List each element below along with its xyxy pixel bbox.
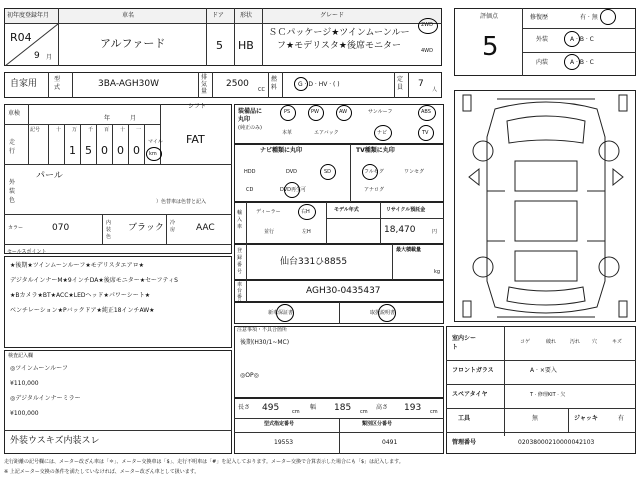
reg-date-label: 初年度登録年月 bbox=[7, 12, 50, 19]
displacement-unit: CC bbox=[258, 87, 265, 93]
color-code-label: カラー bbox=[8, 225, 24, 231]
tools-value: 無 bbox=[532, 415, 539, 422]
sales-line: デジタルインナーM★9インチDA★後席モニター★セーフティS bbox=[10, 277, 178, 284]
ext-label: 外装 bbox=[536, 36, 549, 43]
sales-label: セールスポイント bbox=[7, 249, 47, 255]
repair-label: 修復歴 bbox=[530, 14, 549, 21]
mileage-unit: 百 bbox=[104, 127, 110, 133]
footer-line: 走行距離の記号欄には、メーター改ざん車は「＊」、メーター交換車は「$」、走行不明車は「#」を記入しております。メーター交換で合算表示した場合にも「$」は記入します。 bbox=[4, 459, 404, 465]
import-steer-left: 左H bbox=[302, 229, 311, 235]
door-count: 5 bbox=[216, 39, 223, 52]
reg-month-unit: 月 bbox=[46, 54, 53, 61]
navi-dvd: DVD bbox=[286, 169, 298, 175]
manual: 取扱説明書 bbox=[370, 310, 396, 316]
fuel-label: 燃料 bbox=[271, 76, 278, 91]
navi-dvd-play: DVD再生可 bbox=[280, 187, 307, 193]
sales-line: ★Bカメラ★BT★ACC★LEDヘッド★パワーシート★ bbox=[10, 292, 151, 299]
mileage-digit: 0 bbox=[117, 144, 124, 157]
mileage-label: 走行 bbox=[9, 139, 16, 155]
mileage-unit: 十 bbox=[120, 127, 126, 133]
score-label: 評価点 bbox=[480, 13, 499, 20]
navi-sd: SD bbox=[324, 169, 332, 175]
shift-label: シフト bbox=[188, 103, 207, 110]
interior-item: 汚れ bbox=[570, 339, 581, 345]
recycle-label: リサイクル預託金 bbox=[386, 207, 426, 213]
option-line: ¥100,000 bbox=[10, 410, 39, 417]
equip-sunroof: サンルーフ bbox=[368, 109, 393, 115]
designation-label: 型式指定番号 bbox=[264, 421, 295, 427]
import-parallel: 並行 bbox=[264, 229, 275, 235]
option-line: ¥110,000 bbox=[10, 380, 39, 387]
footer-line: ※ 上記メーター交換の条件を満たしていなければ、メーター改ざん車として扱います。 bbox=[4, 469, 200, 475]
sales-box bbox=[4, 256, 232, 348]
tv-label: TV種類に丸印 bbox=[356, 147, 395, 154]
import-label: 輸入車 bbox=[237, 210, 243, 230]
int-label: 内装 bbox=[536, 59, 549, 66]
grade-text: ＳＣパッケージ★ツインムーンルーフ★モデリスタ★後席モニター bbox=[268, 28, 410, 51]
tv-fullseg: フルセグ bbox=[364, 169, 384, 175]
tools-label: 工具 bbox=[458, 415, 471, 422]
jack-label: ジャッキ bbox=[574, 415, 598, 422]
recycle-unit: 円 bbox=[432, 229, 438, 235]
chassis-label: 車台番 bbox=[237, 282, 243, 300]
option-line: ◎デジタルインナーミラー bbox=[10, 395, 81, 402]
usage: 自家用 bbox=[10, 79, 38, 89]
body-shape: HB bbox=[238, 39, 254, 52]
fuel-g-circle bbox=[294, 77, 308, 91]
spec-row bbox=[4, 72, 442, 98]
mileage-km: km bbox=[149, 151, 157, 157]
mgmt-number: 02038000210000042103 bbox=[518, 439, 595, 446]
notes-label: 注意事項・不具合箇所 bbox=[237, 327, 288, 333]
car-diagram bbox=[454, 90, 636, 322]
equip-abs: ABS bbox=[421, 109, 431, 115]
mgmt-label: 管理番号 bbox=[452, 439, 477, 446]
width-unit: cm bbox=[360, 409, 368, 415]
displacement-label: 排気量 bbox=[201, 74, 208, 95]
equip-tv: TV bbox=[422, 130, 429, 136]
capacity-unit: 人 bbox=[432, 87, 438, 93]
equip-ps: PS bbox=[284, 109, 291, 115]
int-a-circle bbox=[564, 54, 580, 70]
fuel: G · D · HV · ( ) bbox=[298, 81, 340, 88]
interior-item: 穴 bbox=[592, 339, 598, 345]
jack-value: 有 bbox=[618, 415, 625, 422]
model-label: 型式 bbox=[54, 76, 61, 91]
shape-label: 形状 bbox=[240, 12, 253, 19]
glass-label: フロントガラス bbox=[452, 367, 494, 374]
interior-item: キズ bbox=[612, 339, 622, 345]
height-unit: cm bbox=[430, 409, 438, 415]
shift-value: FAT bbox=[186, 133, 205, 146]
recycle-value: 18,470 bbox=[384, 225, 416, 235]
mileage-unit: 千 bbox=[88, 127, 94, 133]
inspection-month: 月 bbox=[130, 115, 137, 122]
chassis-number: AGH30-0435437 bbox=[306, 286, 381, 296]
max-load-unit: kg bbox=[434, 269, 441, 275]
height-label: 高さ bbox=[376, 404, 389, 411]
repair-none-circle bbox=[600, 9, 616, 25]
notes-line: ◎OP◎ bbox=[240, 372, 259, 379]
import-steer: 右H bbox=[301, 209, 310, 215]
ext-value: A · B · C bbox=[570, 36, 594, 43]
reg-year: R04 bbox=[10, 31, 32, 44]
new-warranty: 新車保証書 bbox=[268, 310, 294, 316]
interior-item: 破れ bbox=[546, 339, 557, 345]
car-name-label: 車名 bbox=[122, 12, 135, 19]
navi-label: ナビ種類に丸印 bbox=[260, 147, 303, 154]
interior-item: コゲ bbox=[520, 339, 531, 345]
displacement: 2500 bbox=[226, 79, 249, 89]
options-label: 検査記入欄 bbox=[8, 353, 34, 359]
score-value: 5 bbox=[482, 32, 499, 62]
equip-pw: PW bbox=[311, 109, 319, 115]
reg-month: 9 bbox=[34, 51, 40, 61]
grade-label: グレード bbox=[320, 12, 345, 19]
length-unit: cm bbox=[292, 409, 300, 415]
capacity-label: 定員 bbox=[397, 76, 404, 91]
height-value: 193 bbox=[404, 403, 422, 413]
door-label: ドア bbox=[212, 12, 224, 19]
inspection-label: 車検 bbox=[8, 110, 21, 117]
mileage-digit: 0 bbox=[133, 144, 140, 157]
designation-value: 19553 bbox=[274, 439, 294, 446]
equip-aw: AW bbox=[339, 109, 348, 115]
import-dealer: ディーラー bbox=[256, 209, 281, 215]
ac-value: AAC bbox=[196, 223, 215, 233]
color-note: ）色替車は色替と記入 bbox=[156, 199, 207, 205]
mileage-unit: 万 bbox=[72, 127, 78, 133]
navi-cd: CD bbox=[246, 187, 254, 193]
width-label: 幅 bbox=[310, 404, 317, 411]
ac-label: 冷房 bbox=[170, 220, 176, 233]
mileage-unit: 記号 bbox=[30, 127, 41, 133]
color-value: パール bbox=[36, 171, 63, 181]
mileage-digit: 0 bbox=[101, 144, 108, 157]
interior-label: 室内シート bbox=[452, 335, 477, 351]
max-load-label: 最大積載量 bbox=[396, 247, 422, 253]
class-label: 類別区分番号 bbox=[362, 421, 393, 427]
glass-value: A · ×要入 bbox=[530, 367, 557, 374]
notes-box bbox=[234, 326, 444, 398]
equip-sub: (純正のみ) bbox=[238, 125, 262, 131]
width-value: 185 bbox=[334, 403, 352, 413]
sales-line: ベンチレーション★Pバックドア★純正18インチAW★ bbox=[10, 307, 155, 314]
int-color: ブラック bbox=[128, 223, 164, 233]
color-label: 外装色 bbox=[9, 179, 16, 204]
length-label: 長さ bbox=[238, 404, 251, 411]
mileage-digit: 1 bbox=[69, 144, 76, 157]
plate-label: 登録番号 bbox=[237, 248, 243, 275]
int-color-label: 内装色 bbox=[106, 220, 112, 240]
tv-oneseg: ワンセグ bbox=[404, 169, 425, 175]
model-year-label: モデル年式 bbox=[334, 207, 359, 213]
equip-label: 装備品に丸印 bbox=[238, 108, 263, 123]
mileage-mile: マイル bbox=[148, 139, 163, 145]
equip-navi: ナビ bbox=[377, 130, 388, 136]
sales-line: ★後期★ツインムーンルーフ★モデリスタエアロ★ bbox=[10, 262, 144, 269]
spare-label: スペアタイヤ bbox=[452, 391, 488, 398]
tv-analog: アナログ bbox=[364, 187, 385, 193]
inspection-year: 年 bbox=[104, 115, 111, 122]
class-value: 0491 bbox=[382, 439, 398, 446]
drive-4wd: 4WD bbox=[421, 48, 433, 54]
options-footer: 外装ウスキズ内装スレ bbox=[10, 436, 100, 446]
notes-line: 後期(H30/1~MC) bbox=[240, 339, 290, 346]
ext-a-circle bbox=[564, 31, 580, 47]
option-line: ◎ツインムーンルーフ bbox=[10, 365, 68, 372]
equip-leather: 本革 bbox=[282, 130, 293, 136]
int-value: A · B · C bbox=[570, 59, 594, 66]
color-code: 070 bbox=[52, 223, 70, 233]
navi-hdd: HDD bbox=[244, 169, 256, 175]
model-code: 3BA-AGH30W bbox=[98, 79, 160, 89]
mileage-unit: 十 bbox=[56, 127, 62, 133]
car-name: アルファード bbox=[100, 37, 166, 50]
repair-value: 有 · 無 bbox=[580, 14, 598, 21]
plate-number: 仙台331ひ8855 bbox=[280, 257, 348, 267]
spare-value: T · 修理KIT · 欠 bbox=[530, 392, 566, 398]
equip-airbag: エアバック bbox=[314, 130, 339, 136]
drive-2wd: 2WD bbox=[421, 22, 433, 28]
capacity: 7 bbox=[418, 79, 424, 89]
length-value: 495 bbox=[262, 403, 280, 413]
mileage-unit: 一 bbox=[136, 127, 142, 133]
mileage-digit: 5 bbox=[85, 144, 92, 157]
